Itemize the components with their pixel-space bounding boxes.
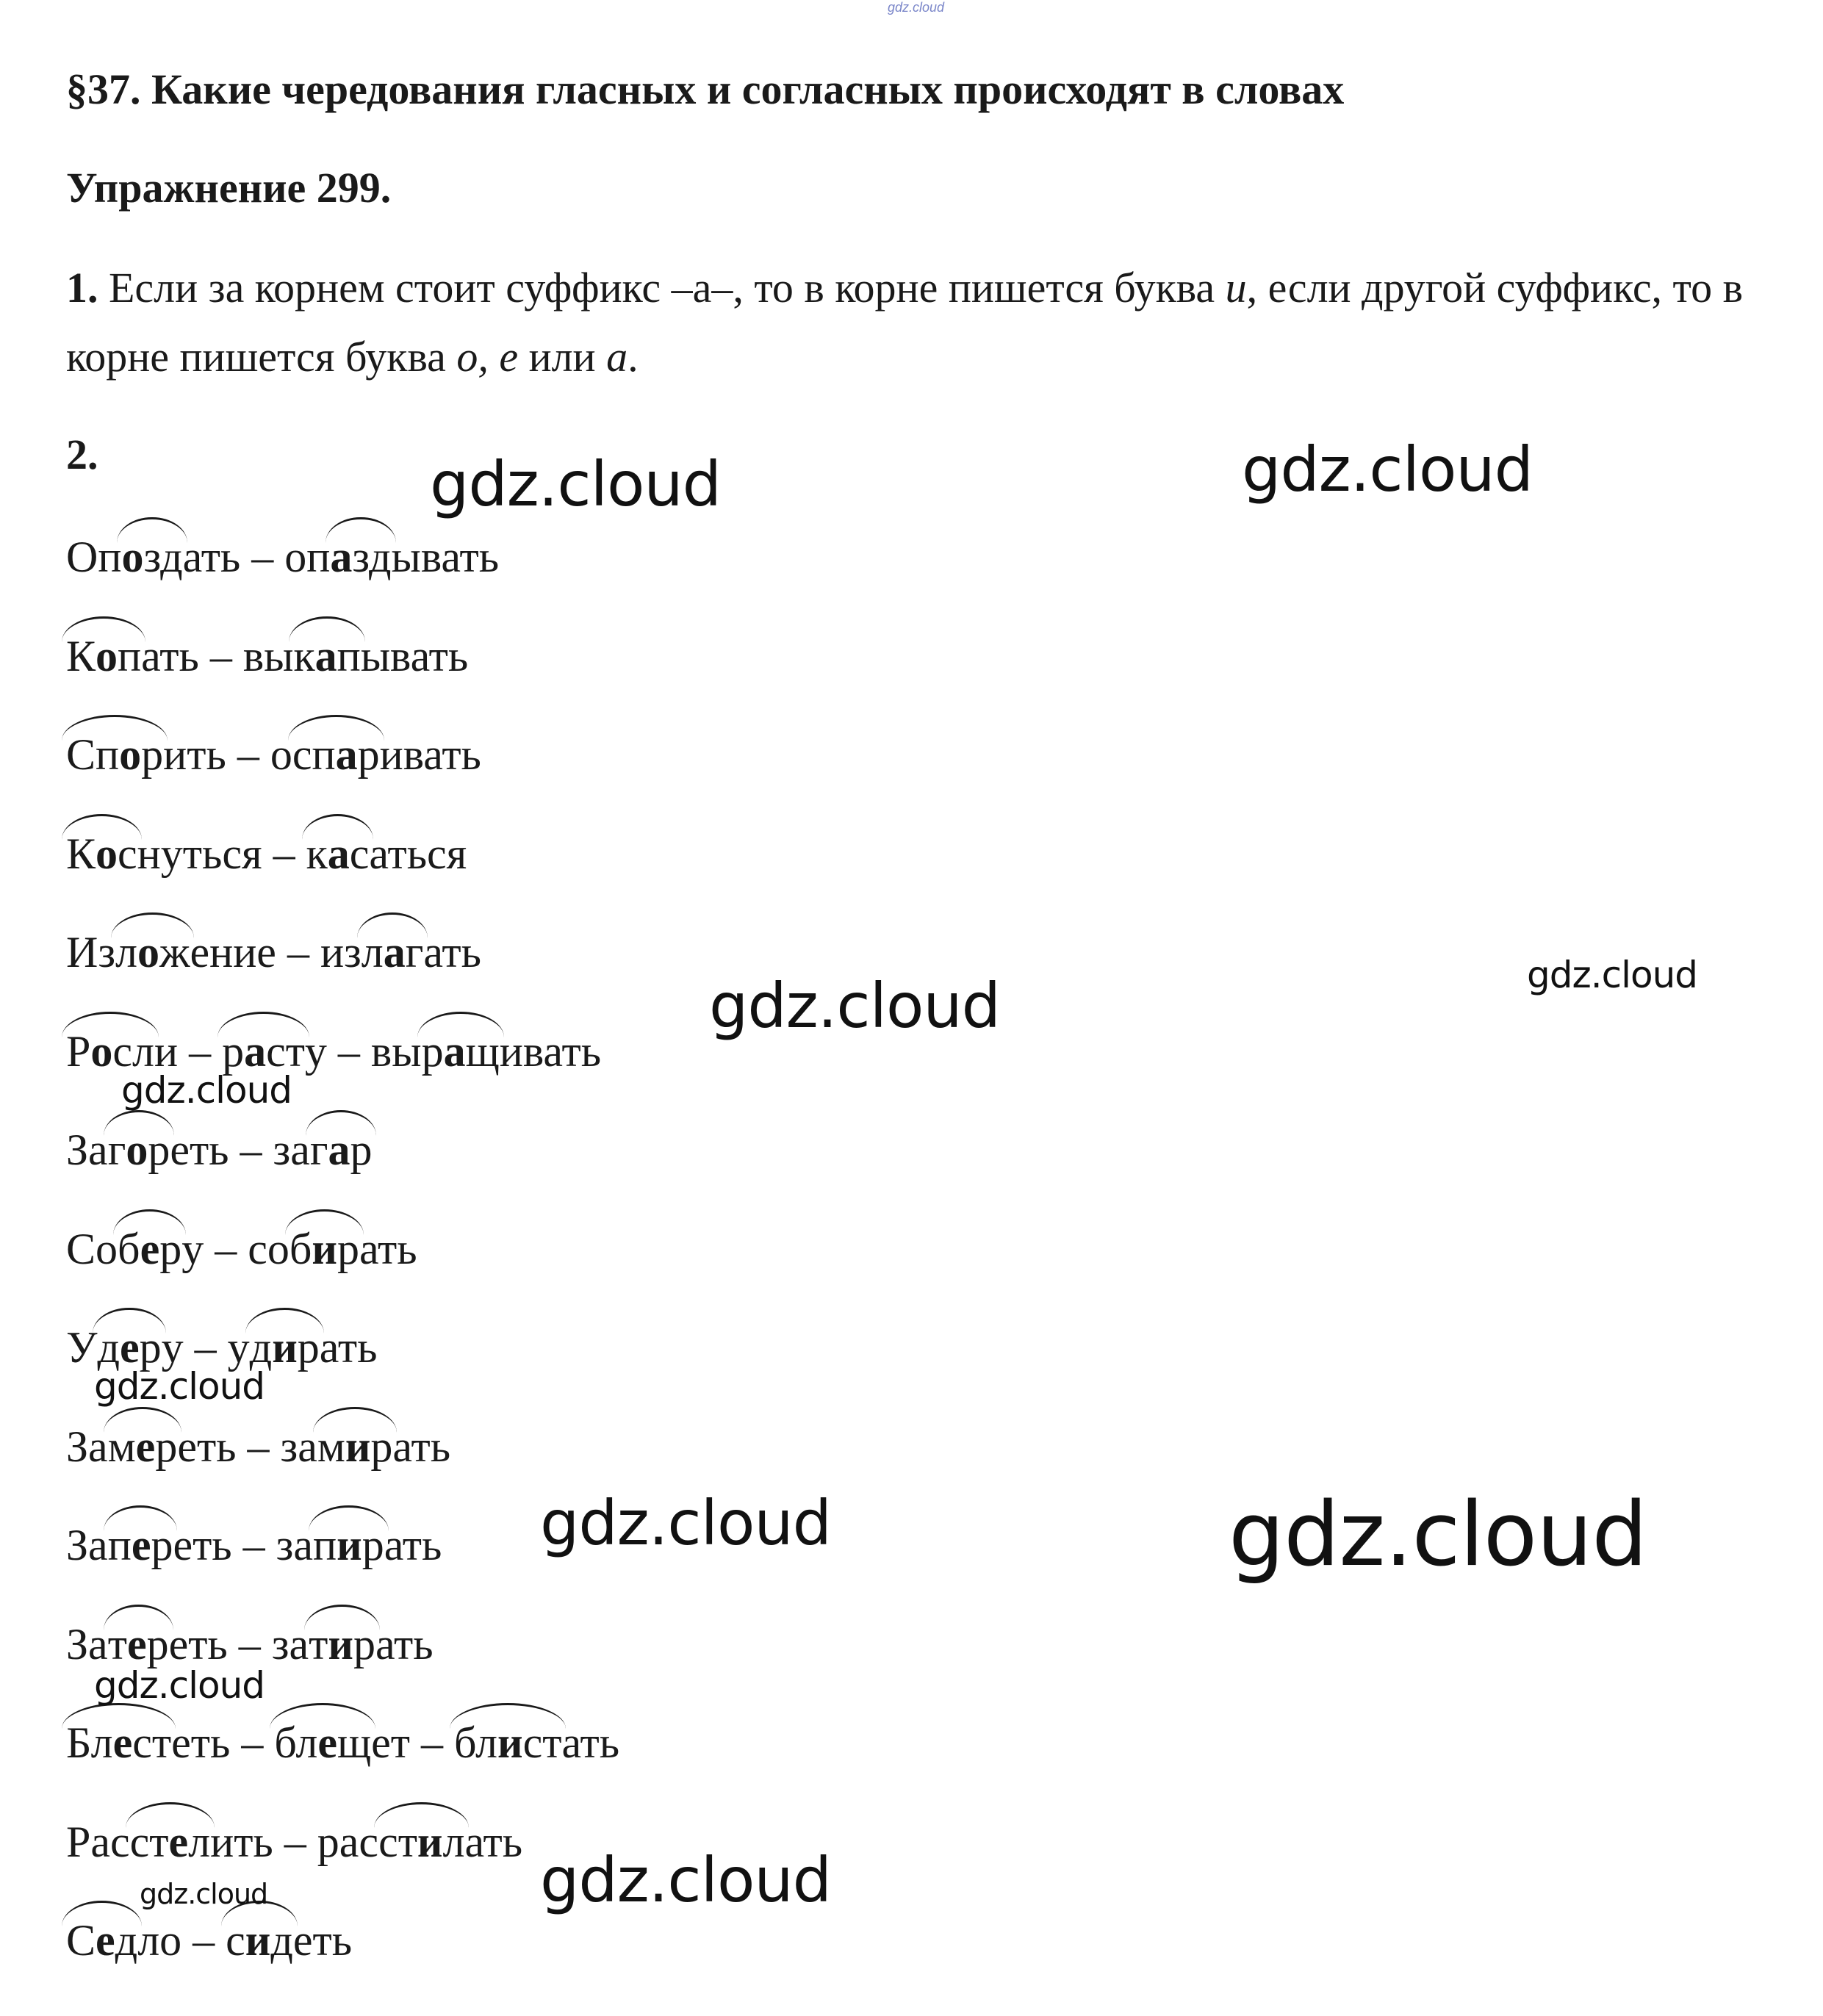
root-arc-mark	[117, 517, 187, 543]
word-row	[66, 725, 619, 824]
word	[66, 1818, 273, 1866]
alternating-vowel: е	[96, 1916, 115, 1965]
root-start: к	[293, 631, 315, 680]
point-1-text-b: , если другой суффикс, то в корне пишется буква	[66, 264, 1744, 381]
root-end: п	[118, 631, 142, 680]
root-start: Р	[66, 1026, 91, 1076]
root-start: бл	[274, 1718, 318, 1767]
word-prefix: Рас	[66, 1817, 130, 1866]
word-row	[66, 1220, 619, 1319]
word-root	[292, 725, 380, 784]
point-1-text-a: Если за корнем стоит суффикс –а–, то в корне пишется буква	[98, 264, 1226, 312]
word-prefix: За	[66, 1422, 108, 1471]
word-prefix: За	[66, 1521, 108, 1569]
watermark: gdz.cloud	[94, 1664, 265, 1707]
word-root	[309, 1615, 375, 1674]
dash-separator: –	[181, 1916, 226, 1965]
alternating-vowel: и	[272, 1323, 298, 1372]
word-root	[317, 1417, 393, 1476]
word-root	[108, 1417, 178, 1476]
section-title: §37. Какие чередования гласных и согласных происходят в словах	[66, 65, 1345, 113]
root-start: т	[107, 1619, 127, 1668]
alternating-vowel: и	[497, 1718, 523, 1767]
word-ending: ать	[392, 1422, 451, 1471]
dash-separator: –	[410, 1718, 455, 1767]
watermark: gdz.cloud	[1242, 433, 1533, 505]
word-ending: у	[161, 1323, 184, 1372]
watermark: gdz.cloud	[1527, 954, 1698, 996]
word-root	[66, 725, 163, 784]
word-root	[313, 1516, 384, 1574]
alternating-vowel: о	[137, 928, 159, 976]
point-1-letters-oe: о, е	[456, 333, 519, 381]
word-prefix: Оп	[66, 533, 122, 581]
word-root	[66, 1713, 171, 1772]
alternating-vowel: и	[345, 1422, 371, 1471]
word-ending: ать	[141, 631, 199, 680]
dash-separator: –	[276, 928, 320, 976]
root-start: Бл	[66, 1718, 113, 1767]
word-row	[66, 1417, 619, 1516]
point-2-number: 2.	[66, 431, 98, 478]
word-ending: ет	[371, 1718, 411, 1767]
root-start: ст	[129, 1817, 169, 1866]
word	[66, 533, 240, 581]
root-end: р	[370, 1422, 393, 1471]
word	[66, 1027, 178, 1076]
word-root	[330, 528, 391, 586]
root-start: п	[313, 1521, 337, 1569]
root-start: л	[115, 928, 137, 976]
word	[66, 1916, 181, 1965]
word-ending: ить	[210, 1817, 273, 1866]
word	[66, 1718, 230, 1767]
alternating-vowel: о	[96, 631, 118, 680]
word	[66, 1126, 229, 1174]
word-row	[66, 1120, 619, 1220]
watermark: gdz.cloud	[709, 970, 1000, 1042]
word	[66, 1521, 232, 1569]
alternating-vowel: а	[327, 829, 350, 878]
word	[454, 1718, 619, 1767]
word	[276, 1521, 442, 1569]
word-prefix: За	[66, 1126, 108, 1174]
root-end: ж	[159, 928, 190, 976]
alternating-vowel: е	[168, 1817, 189, 1866]
word	[66, 928, 276, 976]
word-root	[274, 1713, 371, 1772]
dash-separator: –	[240, 533, 285, 581]
word-prefix: Со	[66, 1224, 118, 1273]
root-end: г	[405, 928, 424, 976]
dash-separator: –	[178, 1026, 223, 1076]
word-ending: ать	[561, 1718, 620, 1767]
root-end: д	[270, 1916, 293, 1965]
word-row	[66, 923, 619, 1022]
root-start: т	[309, 1619, 328, 1668]
watermark: gdz.cloud	[540, 1844, 831, 1916]
root-start: г	[107, 1126, 126, 1174]
root-end: щ	[465, 1026, 500, 1076]
root-start: к	[306, 829, 328, 878]
alternating-vowel: е	[135, 1422, 156, 1471]
root-start: м	[317, 1422, 345, 1471]
word-ending: у	[181, 1224, 204, 1273]
dash-separator: –	[227, 1619, 272, 1668]
word-ending: ло	[137, 1916, 182, 1965]
root-end: р	[155, 1422, 178, 1471]
alternating-vowel: о	[119, 730, 142, 779]
dash-separator: –	[326, 1026, 371, 1076]
word-pairs-list	[66, 528, 619, 2010]
alternating-vowel: е	[126, 1619, 147, 1668]
watermark: gdz.cloud	[140, 1878, 268, 1910]
root-end: с	[349, 829, 370, 878]
word-prefix: За	[66, 1619, 108, 1668]
point-1-text-c: или	[518, 333, 607, 381]
root-start: с	[226, 1916, 245, 1965]
word	[317, 1818, 522, 1866]
root-end: зд	[143, 533, 183, 581]
alternating-vowel: е	[120, 1323, 140, 1372]
word-prefix: за	[276, 1521, 314, 1569]
root-end: р	[159, 1224, 182, 1273]
watermark: gdz.cloud	[540, 1487, 831, 1559]
word-root	[293, 627, 360, 685]
root-start: сп	[292, 730, 336, 779]
word-prefix: у	[227, 1323, 250, 1372]
word	[66, 632, 199, 680]
root-end: д	[115, 1916, 138, 1965]
alternating-vowel: е	[140, 1224, 160, 1273]
word-root	[310, 1120, 373, 1179]
word-root	[362, 923, 424, 982]
root-start: б	[118, 1224, 140, 1273]
word-root	[66, 1911, 137, 1970]
word-ending: ать	[375, 1619, 434, 1668]
word-ending: аться	[369, 829, 467, 878]
point-1-letter-a: а	[606, 333, 628, 381]
word	[66, 1422, 237, 1471]
root-end: зд	[352, 533, 392, 581]
root-end: ст	[132, 1718, 172, 1767]
root-start: д	[249, 1323, 273, 1372]
word-ending: ать	[359, 1224, 417, 1273]
root-end: р	[297, 1323, 320, 1372]
dash-separator: –	[262, 829, 306, 878]
word-root	[306, 824, 370, 883]
word	[66, 829, 262, 878]
word	[274, 1718, 410, 1767]
root-start: р	[222, 1026, 245, 1076]
dash-separator: –	[229, 1126, 273, 1174]
root-end: р	[139, 1323, 162, 1372]
word-ending: ивать	[499, 1026, 602, 1076]
word-ending: ать	[464, 1817, 523, 1866]
alternating-vowel: а	[335, 730, 358, 779]
word-ending: и	[154, 1026, 179, 1076]
dash-separator: –	[236, 1422, 281, 1471]
alternating-vowel: е	[317, 1718, 337, 1767]
watermark: gdz.cloud	[121, 1069, 292, 1112]
word	[66, 730, 226, 779]
word-ending: еть	[171, 1718, 231, 1767]
root-end: ст	[266, 1026, 305, 1076]
word-ending: ывать	[391, 533, 500, 581]
word-root	[422, 1022, 500, 1081]
exercise-title: Упражнение 299.	[66, 164, 392, 212]
root-end: р	[337, 1224, 359, 1273]
root-end: р	[362, 1521, 384, 1569]
word-ending: еть	[168, 1619, 228, 1668]
word	[248, 1225, 417, 1273]
word	[306, 829, 467, 878]
word-root	[108, 1120, 170, 1179]
watermark: gdz.cloud	[430, 448, 721, 520]
word-root	[130, 1812, 210, 1871]
alternating-vowel: и	[328, 1619, 353, 1668]
root-end: р	[141, 730, 164, 779]
alternating-vowel: а	[383, 928, 406, 976]
alternating-vowel: и	[312, 1224, 337, 1273]
watermark: gdz.cloud	[94, 1365, 265, 1408]
word-row	[66, 824, 619, 924]
word-root	[66, 627, 141, 685]
word	[371, 1027, 601, 1076]
point-1-paragraph	[66, 253, 1756, 392]
root-start: С	[66, 1916, 96, 1965]
root-end: р	[357, 730, 380, 779]
word-prefix: за	[271, 1619, 309, 1668]
watermark: gdz.cloud	[1229, 1484, 1647, 1586]
word-row	[66, 528, 619, 627]
alternating-vowel: е	[112, 1718, 133, 1767]
root-end: р	[353, 1619, 375, 1668]
word	[320, 928, 481, 976]
word-prefix: вы	[242, 631, 294, 680]
word-ending: еть	[292, 1916, 353, 1965]
dash-separator: –	[273, 1817, 317, 1866]
word-row	[66, 1713, 619, 1812]
word-ending: еть	[173, 1521, 232, 1569]
word-prefix: о	[270, 730, 292, 779]
word-root	[454, 1713, 561, 1772]
root-end: с	[118, 829, 137, 878]
root-start: д	[97, 1323, 121, 1372]
word-ending: ать	[384, 1521, 442, 1569]
root-start: Сп	[66, 730, 120, 779]
word-root	[108, 1516, 173, 1574]
word-prefix: Из	[66, 928, 116, 976]
word-root	[115, 923, 190, 982]
dash-separator: –	[204, 1224, 248, 1273]
word	[272, 1620, 434, 1668]
word-root	[378, 1812, 464, 1871]
word-ending: у	[304, 1026, 327, 1076]
dash-separator: –	[183, 1323, 228, 1372]
alternating-vowel: е	[131, 1521, 151, 1569]
alternating-vowel: и	[337, 1521, 362, 1569]
root-end: р	[151, 1521, 173, 1569]
word-root	[290, 1220, 359, 1278]
word-ending: еть	[170, 1126, 229, 1174]
word-prefix: за	[280, 1422, 317, 1471]
alternating-vowel: о	[96, 829, 118, 878]
word	[281, 1422, 451, 1471]
word-row	[66, 627, 619, 726]
word-ending: ение	[190, 928, 276, 976]
word	[284, 533, 499, 581]
point-1-number: 1.	[66, 264, 98, 312]
word-row	[66, 1516, 619, 1615]
root-start: бл	[454, 1718, 497, 1767]
point-1-letter-i: и	[1225, 264, 1247, 312]
root-end: сл	[112, 1026, 154, 1076]
root-start: б	[289, 1224, 312, 1273]
alternating-vowel: а	[314, 631, 337, 680]
point-1-text-d: .	[628, 333, 639, 381]
root-start: К	[66, 829, 96, 878]
word	[66, 1225, 204, 1273]
root-end: р	[148, 1126, 170, 1174]
root-end: л	[188, 1817, 211, 1866]
dash-separator: –	[231, 1521, 276, 1569]
alternating-vowel: о	[90, 1026, 113, 1076]
word-prefix: оп	[284, 533, 331, 581]
word-ending: ать	[423, 928, 481, 976]
word	[270, 730, 481, 779]
dash-separator: –	[198, 631, 243, 680]
word-ending: ить	[163, 730, 226, 779]
word	[243, 632, 468, 680]
word-root	[118, 1220, 181, 1278]
word-root	[226, 1911, 293, 1970]
dash-separator: –	[230, 1718, 275, 1767]
word-row	[66, 1911, 619, 2010]
alternating-vowel: а	[330, 533, 353, 581]
word-root	[121, 528, 182, 586]
word	[222, 1027, 327, 1076]
word-prefix: рас	[317, 1817, 379, 1866]
alternating-vowel: и	[417, 1817, 443, 1866]
word-ending: ать	[319, 1323, 378, 1372]
word-ending: ать	[182, 533, 241, 581]
word-prefix: со	[248, 1224, 290, 1273]
word	[226, 1916, 352, 1965]
word-prefix: из	[320, 928, 362, 976]
word-ending: ывать	[360, 631, 469, 680]
root-start: р	[421, 1026, 444, 1076]
root-end: р	[350, 1126, 373, 1174]
word	[66, 1620, 228, 1668]
word-prefix: вы	[370, 1026, 422, 1076]
word-ending: еть	[177, 1422, 237, 1471]
root-end: р	[146, 1619, 169, 1668]
root-end: л	[442, 1817, 465, 1866]
root-end: п	[337, 631, 361, 680]
alternating-vowel: а	[443, 1026, 466, 1076]
word-prefix: У	[66, 1323, 98, 1372]
root-end: щ	[337, 1718, 372, 1767]
word	[273, 1126, 373, 1174]
root-start: м	[107, 1422, 136, 1471]
root-arc-mark	[326, 517, 395, 543]
alternating-vowel: и	[245, 1916, 271, 1965]
top-watermark: gdz.cloud	[888, 0, 945, 15]
word-ending: ивать	[379, 730, 481, 779]
word-prefix: за	[273, 1126, 310, 1174]
root-start: ст	[378, 1817, 417, 1866]
alternating-vowel: о	[126, 1126, 148, 1174]
dash-separator: –	[226, 730, 270, 779]
root-end: ст	[522, 1718, 562, 1767]
alternating-vowel: а	[244, 1026, 267, 1076]
word-ending: нуться	[137, 829, 262, 878]
root-start: п	[107, 1521, 132, 1569]
root-start: л	[361, 928, 384, 976]
word-root	[66, 824, 137, 883]
alternating-vowel: а	[328, 1126, 350, 1174]
root-start: К	[66, 631, 96, 680]
root-start: г	[309, 1126, 328, 1174]
alternating-vowel: о	[121, 533, 144, 581]
